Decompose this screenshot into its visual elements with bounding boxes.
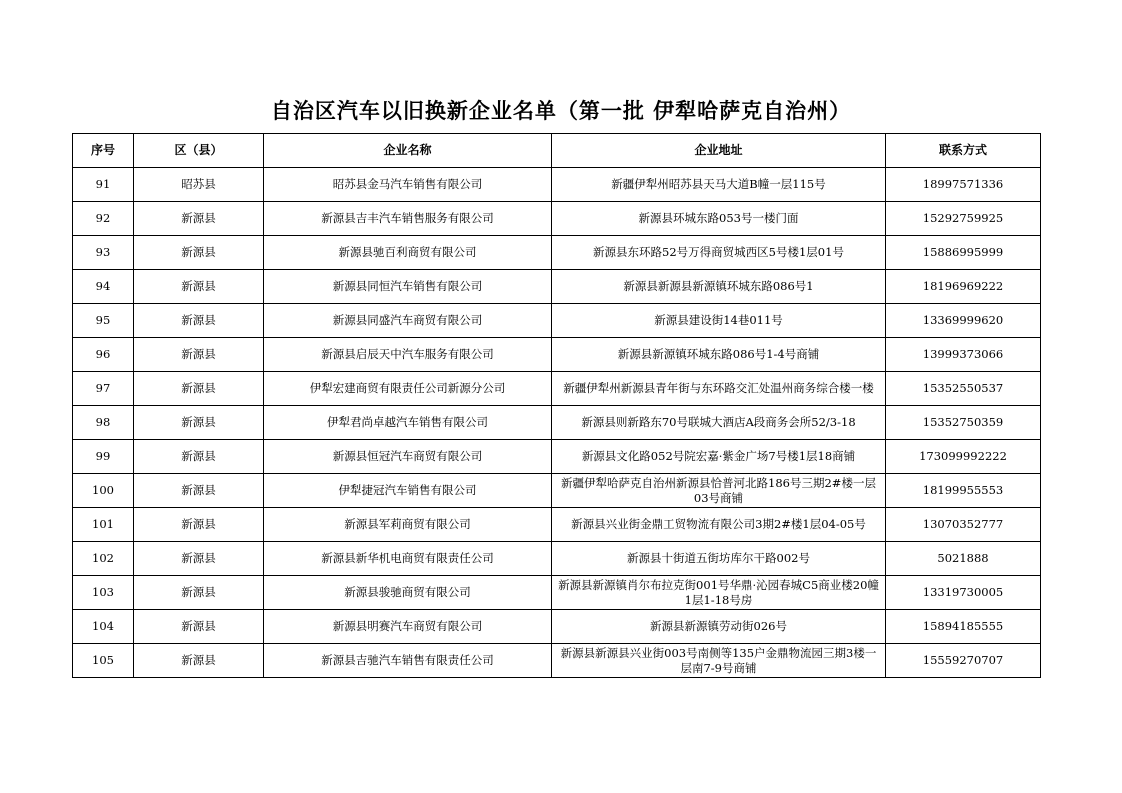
cell-contact: 15352550537 [886, 372, 1041, 406]
cell-no: 92 [73, 202, 134, 236]
header-district: 区（县） [134, 134, 264, 168]
cell-company-address: 新源县建设街14巷011号 [552, 304, 886, 338]
cell-district: 新源县 [134, 610, 264, 644]
cell-company-address: 新疆伊犁州新源县青年街与东环路交汇处温州商务综合楼一楼 [552, 372, 886, 406]
table-row [73, 610, 1041, 644]
cell-district: 新源县 [134, 372, 264, 406]
cell-company-address: 新源县新源镇劳动街026号 [552, 610, 886, 644]
cell-company-name: 伊犁捷冠汽车销售有限公司 [264, 474, 552, 508]
cell-company-name: 新源县恒冠汽车商贸有限公司 [264, 440, 552, 474]
cell-district: 新源县 [134, 440, 264, 474]
header-contact: 联系方式 [886, 134, 1041, 168]
cell-district: 新源县 [134, 236, 264, 270]
cell-contact: 13319730005 [886, 576, 1041, 610]
cell-no: 105 [73, 644, 134, 678]
cell-company-address: 新源县东环路52号万得商贸城西区5号楼1层01号 [552, 236, 886, 270]
cell-no: 103 [73, 576, 134, 610]
cell-company-address: 新源县文化路052号院宏嘉·紫金广场7号楼1层18商铺 [552, 440, 886, 474]
cell-company-name: 新源县骏驰商贸有限公司 [264, 576, 552, 610]
table-header-row [73, 134, 1041, 168]
table-row [73, 202, 1041, 236]
table-row [73, 542, 1041, 576]
table-row [73, 236, 1041, 270]
cell-no: 97 [73, 372, 134, 406]
cell-company-name: 昭苏县金马汽车销售有限公司 [264, 168, 552, 202]
cell-contact: 13999373066 [886, 338, 1041, 372]
cell-no: 101 [73, 508, 134, 542]
cell-contact: 13070352777 [886, 508, 1041, 542]
cell-company-address: 新源县环城东路053号一楼门面 [552, 202, 886, 236]
cell-no: 91 [73, 168, 134, 202]
cell-no: 93 [73, 236, 134, 270]
table-row [73, 440, 1041, 474]
table-row [73, 270, 1041, 304]
table-row [73, 474, 1041, 508]
cell-no: 98 [73, 406, 134, 440]
cell-no: 96 [73, 338, 134, 372]
cell-contact: 15894185555 [886, 610, 1041, 644]
company-table [72, 133, 1041, 678]
table-row [73, 576, 1041, 610]
table-row [73, 372, 1041, 406]
cell-company-name: 新源县吉丰汽车销售服务有限公司 [264, 202, 552, 236]
cell-company-name: 新源县新华机电商贸有限责任公司 [264, 542, 552, 576]
cell-contact: 5021888 [886, 542, 1041, 576]
cell-company-address: 新源县兴业街金鼎工贸物流有限公司3期2#楼1层04-05号 [552, 508, 886, 542]
cell-company-address: 新疆伊犁哈萨克自治州新源县恰普河北路186号三期2#楼一层03号商铺 [552, 474, 886, 508]
cell-district: 新源县 [134, 542, 264, 576]
header-company-address: 企业地址 [552, 134, 886, 168]
cell-company-name: 新源县同盛汽车商贸有限公司 [264, 304, 552, 338]
cell-company-address: 新疆伊犁州昭苏县天马大道B幢一层115号 [552, 168, 886, 202]
cell-company-address: 新源县新源镇肖尔布拉克街001号华鼎·沁园春城C5商业楼20幢1层1-18号房 [552, 576, 886, 610]
cell-district: 新源县 [134, 474, 264, 508]
cell-no: 99 [73, 440, 134, 474]
cell-district: 新源县 [134, 304, 264, 338]
table-row [73, 338, 1041, 372]
cell-contact: 15292759925 [886, 202, 1041, 236]
header-company-name: 企业名称 [264, 134, 552, 168]
cell-district: 昭苏县 [134, 168, 264, 202]
table-row [73, 304, 1041, 338]
table-row [73, 644, 1041, 678]
cell-contact: 18199955553 [886, 474, 1041, 508]
cell-company-name: 新源县驰百利商贸有限公司 [264, 236, 552, 270]
cell-company-name: 新源县明赛汽车商贸有限公司 [264, 610, 552, 644]
cell-district: 新源县 [134, 406, 264, 440]
table-row [73, 406, 1041, 440]
cell-company-address: 新源县新源县兴业街003号南侧等135户金鼎物流园三期3楼一层南7-9号商铺 [552, 644, 886, 678]
cell-company-name: 新源县启辰天中汽车服务有限公司 [264, 338, 552, 372]
cell-contact: 15559270707 [886, 644, 1041, 678]
cell-company-address: 新源县则新路东70号联城大酒店A段商务会所52/3-18 [552, 406, 886, 440]
cell-district: 新源县 [134, 508, 264, 542]
cell-company-address: 新源县新源镇环城东路086号1-4号商铺 [552, 338, 886, 372]
cell-contact: 18196969222 [886, 270, 1041, 304]
table-row [73, 168, 1041, 202]
table-body [73, 168, 1041, 678]
cell-no: 94 [73, 270, 134, 304]
cell-no: 102 [73, 542, 134, 576]
cell-district: 新源县 [134, 644, 264, 678]
cell-contact: 13369999620 [886, 304, 1041, 338]
cell-contact: 18997571336 [886, 168, 1041, 202]
cell-company-name: 伊犁君尚卓越汽车销售有限公司 [264, 406, 552, 440]
cell-no: 95 [73, 304, 134, 338]
cell-company-address: 新源县新源县新源镇环城东路086号1 [552, 270, 886, 304]
header-no: 序号 [73, 134, 134, 168]
cell-contact: 15352750359 [886, 406, 1041, 440]
cell-district: 新源县 [134, 270, 264, 304]
cell-company-address: 新源县十街道五街坊库尔干路002号 [552, 542, 886, 576]
cell-contact: 15886995999 [886, 236, 1041, 270]
cell-company-name: 新源县军莉商贸有限公司 [264, 508, 552, 542]
table-row [73, 508, 1041, 542]
cell-no: 100 [73, 474, 134, 508]
cell-no: 104 [73, 610, 134, 644]
cell-contact: 173099992222 [886, 440, 1041, 474]
cell-district: 新源县 [134, 202, 264, 236]
cell-company-name: 新源县同恒汽车销售有限公司 [264, 270, 552, 304]
cell-district: 新源县 [134, 576, 264, 610]
page-title: 自治区汽车以旧换新企业名单（第一批 伊犁哈萨克自治州） [270, 99, 852, 123]
cell-company-name: 新源县吉驰汽车销售有限责任公司 [264, 644, 552, 678]
cell-district: 新源县 [134, 338, 264, 372]
cell-company-name: 伊犁宏建商贸有限责任公司新源分公司 [264, 372, 552, 406]
